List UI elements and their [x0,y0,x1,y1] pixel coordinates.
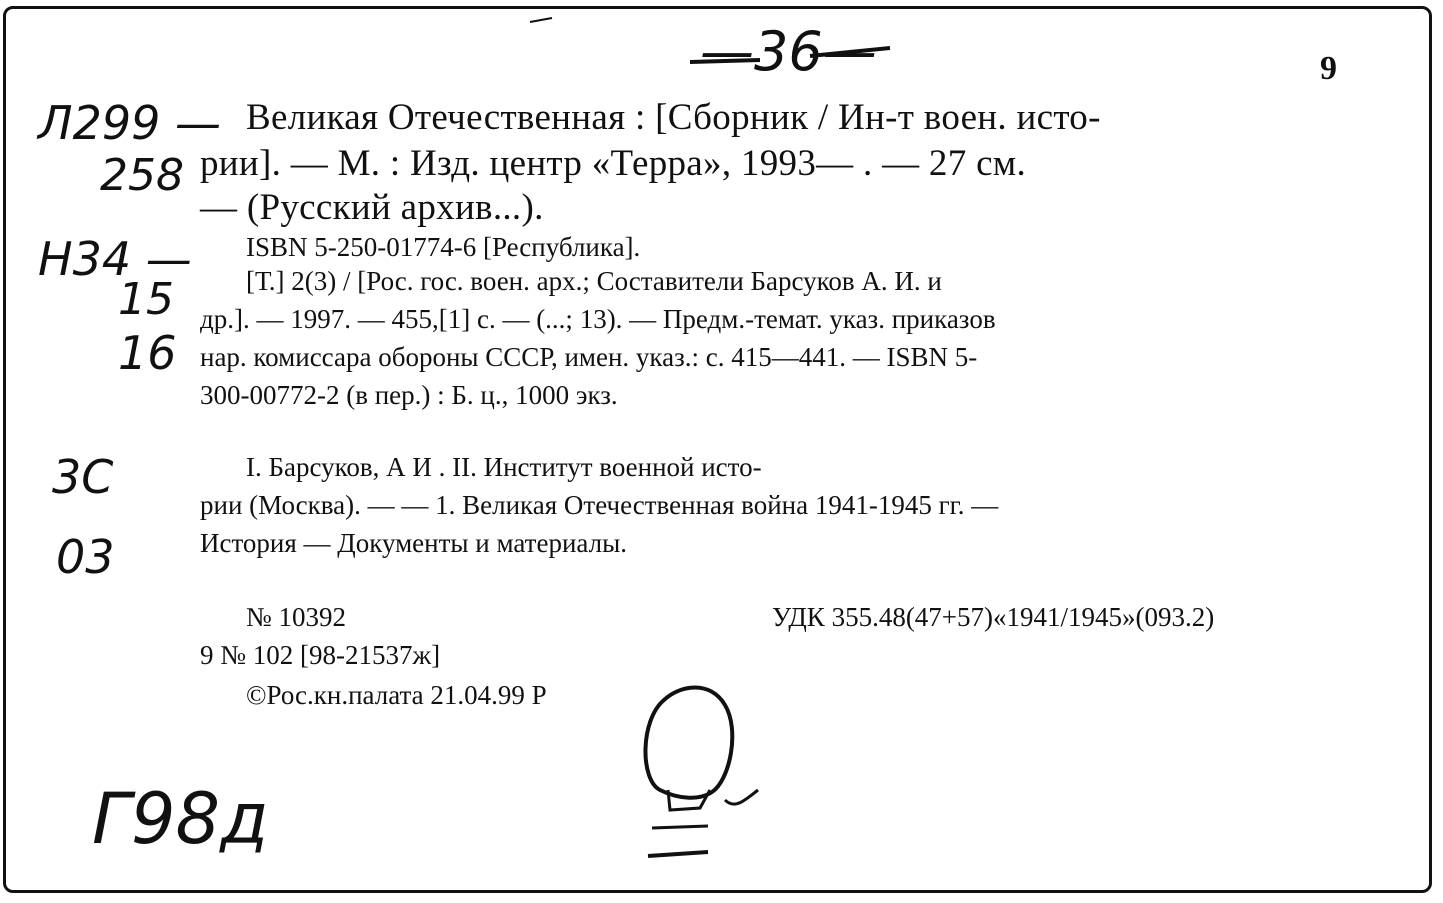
udk-code: УДК 355.48(47+57)«1941/1945»(093.2) [772,602,1215,632]
volume-line-1: [Т.] 2(3) / [Рос. гос. воен. арх.; Составители Барсуков А. И. и [246,266,942,296]
book-chamber-stamp: ©Рос.кн.палата 21.04.99 Р [246,680,547,710]
tracing-line-1: I. Барсуков, А И . II. Институт военной исто- [246,452,762,482]
volume-line-2: др.]. — 1997. — 455,[1] с. — (...; 13). — Предм.-темат. указ. приказов [200,304,996,334]
page-number: 9 [1320,50,1337,87]
tracing-line-3: История — Документы и материалы. [200,528,628,558]
handwritten-top-number: —36— [700,20,877,83]
handwritten-code-7: 03 [56,530,115,584]
record-number-2: 9 № 102 [98-21537ж] [200,640,441,670]
isbn-line: ISBN 5-250-01774-6 [Республика]. [246,232,641,262]
handwritten-shelfmark: Г98д [92,778,269,860]
handwritten-code-4: 15 [118,274,174,325]
entry-line-3: — (Русский архив...). [200,187,544,228]
handwritten-code-6: 3С [52,450,114,504]
tracing-line-2: рии (Москва). — — 1. Великая Отечественная война 1941-1945 гг. — [200,490,999,520]
handwritten-code-3: Н34 — [38,232,192,286]
entry-line-1: Великая Отечественная : [Сборник / Ин-т воен. исто- [246,97,1101,138]
volume-line-3: нар. комиссара обороны СССР, имен. указ.: с. 415—441. — ISBN 5- [200,342,978,372]
handwritten-code-1: Л299 — [38,96,222,150]
record-number: № 10392 [246,602,347,632]
handwritten-code-2: 258 [100,150,184,201]
entry-line-2: рии]. — М. : Изд. центр «Терра», 1993— . — 27 см. [200,143,1027,184]
volume-line-4: 300-00772-2 (в пер.) : Б. ц., 1000 экз. [200,380,618,410]
handwritten-code-5: 16 [118,326,177,380]
